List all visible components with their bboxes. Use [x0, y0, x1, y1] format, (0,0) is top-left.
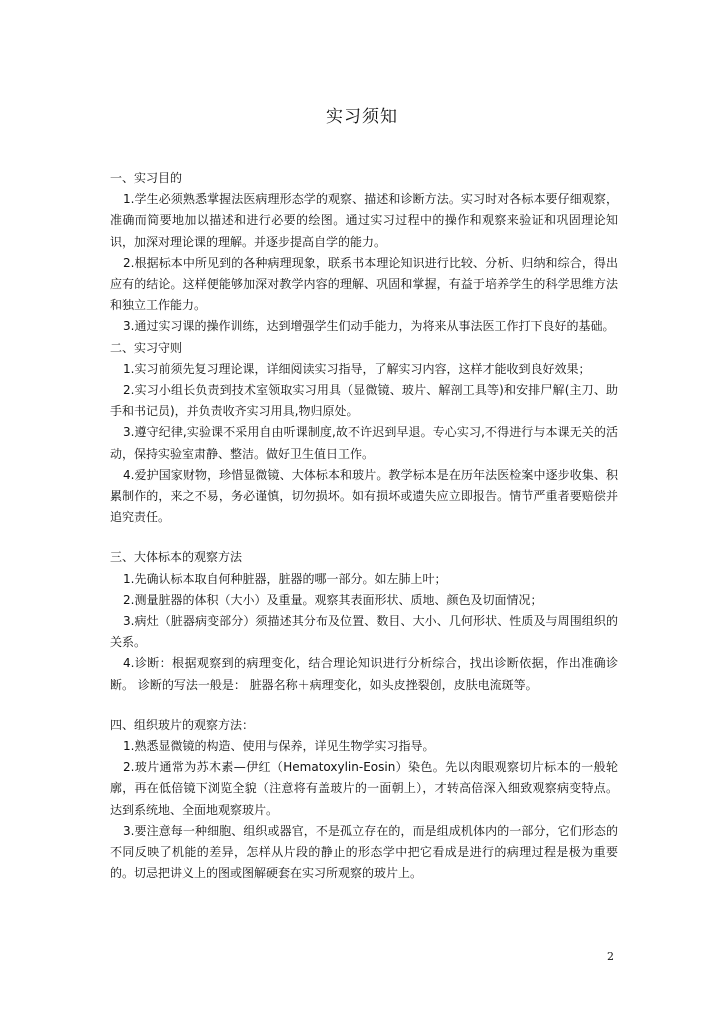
page-title: 实习须知 [326, 107, 398, 127]
section-spacer [110, 696, 618, 715]
paragraph: 1.学生必须熟悉掌握法医病理形态学的观察、描述和诊断方法。实习时对各标本要仔细观察，准确而简要地加以描述和进行必要的绘图。通过实习过程中的操作和观察来验证和巩固理论知识，加深对理论课的理解。并逐步提高自学的能力。 [110, 192, 618, 249]
section-heading-purpose: 一、实习目的 [110, 171, 183, 185]
paragraph: 3.要注意每一种细胞、组织或器官，不是孤立存在的，而是组成机体内的一部分，它们形态的不同反映了机能的差异，怎样从片段的静止的形态学中把它看成是进行的病理过程是极为重要的。切忌把讲义上的图或图解硬套在实习所观察的玻片上。 [110, 823, 618, 881]
section-spacer [110, 528, 618, 547]
paragraph: 1.先确认标本取自何种脏器，脏器的哪一部分。如左肺上叶； [123, 571, 447, 586]
paragraph: 3.遵守纪律,实验课不采用自由听课制度,故不许迟到早退。专心实习,不得进行与本课无关的活动，保持实验室肃静、整洁。做好卫生值日工作。 [110, 425, 618, 461]
paragraph: 4.诊断：根据观察到的病理变化，结合理论知识进行分析综合，找出诊断依据，作出准确诊断。 诊断的写法一般是： 脏器名称＋病理变化，如头皮挫裂创，皮肤电流斑等。 [110, 656, 618, 692]
paragraph: 3.通过实习课的操作训练，达到增强学生们动手能力，为将来从事法医工作打下良好的基础。 [123, 319, 615, 334]
section-heading-rules: 二、实习守则 [110, 340, 183, 355]
page-number: 2 [607, 950, 614, 963]
paragraph: 1.实习前须先复习理论课，详细阅读实习指导，了解实习内容，这样才能收到良好效果； [123, 361, 591, 376]
paragraph: 2.实习小组长负责到技术室领取实习用具（显微镜、玻片、解剖工具等)和安排尸解(主刀、助手和书记员)，并负责收齐实习用具,物归原处。 [110, 383, 618, 419]
paragraph: 4.爱护国家财物，珍惜显微镜、大体标本和玻片。教学标本是在历年法医检案中逐步收集、积累制作的，来之不易，务必谨慎，切勿损坏。如有损坏或遗失应立即报告。情节严重者要赔偿并追究责任。 [110, 467, 618, 525]
section-heading-slides: 四、组织玻片的观察方法： [110, 717, 255, 732]
paragraph: 2.根据标本中所见到的各种病理现象，联系书本理论知识进行比较、分析、归纳和综合，得出应有的结论。这样便能够加深对教学内容的理解、巩固和掌握，有益于培养学生的科学思维方法和独立工作能力。 [110, 255, 618, 313]
paragraph: 2.玻片通常为苏木素—伊红（Hematoxylin-Eosin）染色。先以肉眼观察切片标本的一般轮廓，再在低倍镜下浏览全貌（注意将有盖玻片的一面朝上），才转高倍深入细致观察病变特点。达到系统地、全面地观察玻片。 [110, 760, 618, 817]
document-body [110, 168, 618, 885]
paragraph: 1.熟悉显微镜的构造、使用与保养，详见生物学实习指导。 [123, 739, 435, 754]
section-heading-gross-specimen: 三、大体标本的观察方法 [110, 550, 243, 565]
paragraph: 3.病灶（脏器病变部分）须描述其分布及位置、数目、大小、几何形状、性质及与周围组织的关系。 [110, 614, 618, 650]
paragraph: 2.测量脏器的体积（大小）及重量。观察其表面形状、质地、颜色及切面情况； [123, 592, 543, 607]
